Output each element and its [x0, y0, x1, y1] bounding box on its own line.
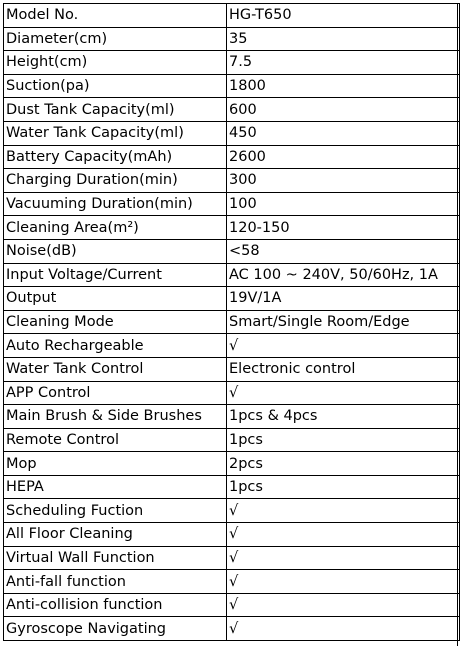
- table-row: [4, 452, 460, 476]
- spec-label: Charging Duration(min): [4, 169, 227, 193]
- spec-label: Water Tank Control: [4, 357, 227, 381]
- spec-label: Mop: [4, 452, 227, 476]
- spec-label: Noise(dB): [4, 239, 227, 263]
- spec-value: 450: [227, 121, 460, 145]
- table-row: [4, 357, 460, 381]
- spec-label: Battery Capacity(mAh): [4, 145, 227, 169]
- table-row: [4, 27, 460, 51]
- spec-label: Input Voltage/Current: [4, 263, 227, 287]
- spec-value: 600: [227, 98, 460, 122]
- table-row: [4, 546, 460, 570]
- spec-label: Dust Tank Capacity(ml): [4, 98, 227, 122]
- table-row: [4, 310, 460, 334]
- spec-label: Main Brush & Side Brushes: [4, 405, 227, 429]
- table-row: [4, 216, 460, 240]
- table-row: [4, 98, 460, 122]
- spec-value: √: [227, 334, 460, 358]
- spec-label: Vacuuming Duration(min): [4, 192, 227, 216]
- table-row: [4, 334, 460, 358]
- spec-value: √: [227, 546, 460, 570]
- table-row: [4, 617, 460, 641]
- spec-value: Smart/Single Room/Edge: [227, 310, 460, 334]
- table-row: [4, 169, 460, 193]
- spec-value: AC 100 ~ 240V, 50/60Hz, 1A: [227, 263, 460, 287]
- spec-value: √: [227, 499, 460, 523]
- spec-label: Cleaning Area(m²): [4, 216, 227, 240]
- spec-value: 1pcs: [227, 475, 460, 499]
- sheet-edge-divider: [457, 3, 465, 646]
- spec-value: 300: [227, 169, 460, 193]
- table-row: [4, 121, 460, 145]
- spec-label: Auto Rechargeable: [4, 334, 227, 358]
- table-row: [4, 192, 460, 216]
- table-row: [4, 593, 460, 617]
- spec-label: Model No.: [4, 4, 227, 28]
- spec-value: 2600: [227, 145, 460, 169]
- spec-label: Anti-fall function: [4, 570, 227, 594]
- spec-label: HEPA: [4, 475, 227, 499]
- spec-value: 1800: [227, 74, 460, 98]
- table-row: [4, 145, 460, 169]
- spec-label: Output: [4, 287, 227, 311]
- spec-value: 2pcs: [227, 452, 460, 476]
- spec-label: Height(cm): [4, 51, 227, 75]
- spec-value: √: [227, 570, 460, 594]
- spec-label: Suction(pa): [4, 74, 227, 98]
- spec-label: Gyroscope Navigating: [4, 617, 227, 641]
- spec-label: Anti-collision function: [4, 593, 227, 617]
- spec-label: Virtual Wall Function: [4, 546, 227, 570]
- spec-value: √: [227, 593, 460, 617]
- spec-value: √: [227, 523, 460, 547]
- spec-value: 1pcs & 4pcs: [227, 405, 460, 429]
- spec-value: √: [227, 381, 460, 405]
- spec-value: 19V/1A: [227, 287, 460, 311]
- table-row: [4, 381, 460, 405]
- table-row: [4, 74, 460, 98]
- spec-label: Cleaning Mode: [4, 310, 227, 334]
- table-row: [4, 287, 460, 311]
- table-row: [4, 499, 460, 523]
- spec-value: 7.5: [227, 51, 460, 75]
- spec-table: [3, 3, 460, 641]
- spec-value: Electronic control: [227, 357, 460, 381]
- spec-value: 1pcs: [227, 428, 460, 452]
- spec-value: 120-150: [227, 216, 460, 240]
- spec-label: Water Tank Capacity(ml): [4, 121, 227, 145]
- spec-value: 35: [227, 27, 460, 51]
- spec-label: APP Control: [4, 381, 227, 405]
- table-row: [4, 570, 460, 594]
- table-row: [4, 4, 460, 28]
- table-row: [4, 523, 460, 547]
- table-row: [4, 405, 460, 429]
- table-row: [4, 428, 460, 452]
- spec-label: Diameter(cm): [4, 27, 227, 51]
- table-row: [4, 263, 460, 287]
- spec-value: <58: [227, 239, 460, 263]
- spec-label: Scheduling Fuction: [4, 499, 227, 523]
- table-row: [4, 51, 460, 75]
- spec-label: Remote Control: [4, 428, 227, 452]
- spec-value: √: [227, 617, 460, 641]
- spec-value: 100: [227, 192, 460, 216]
- spec-label: All Floor Cleaning: [4, 523, 227, 547]
- table-row: [4, 239, 460, 263]
- spec-value: HG-T650: [227, 4, 460, 28]
- table-row: [4, 475, 460, 499]
